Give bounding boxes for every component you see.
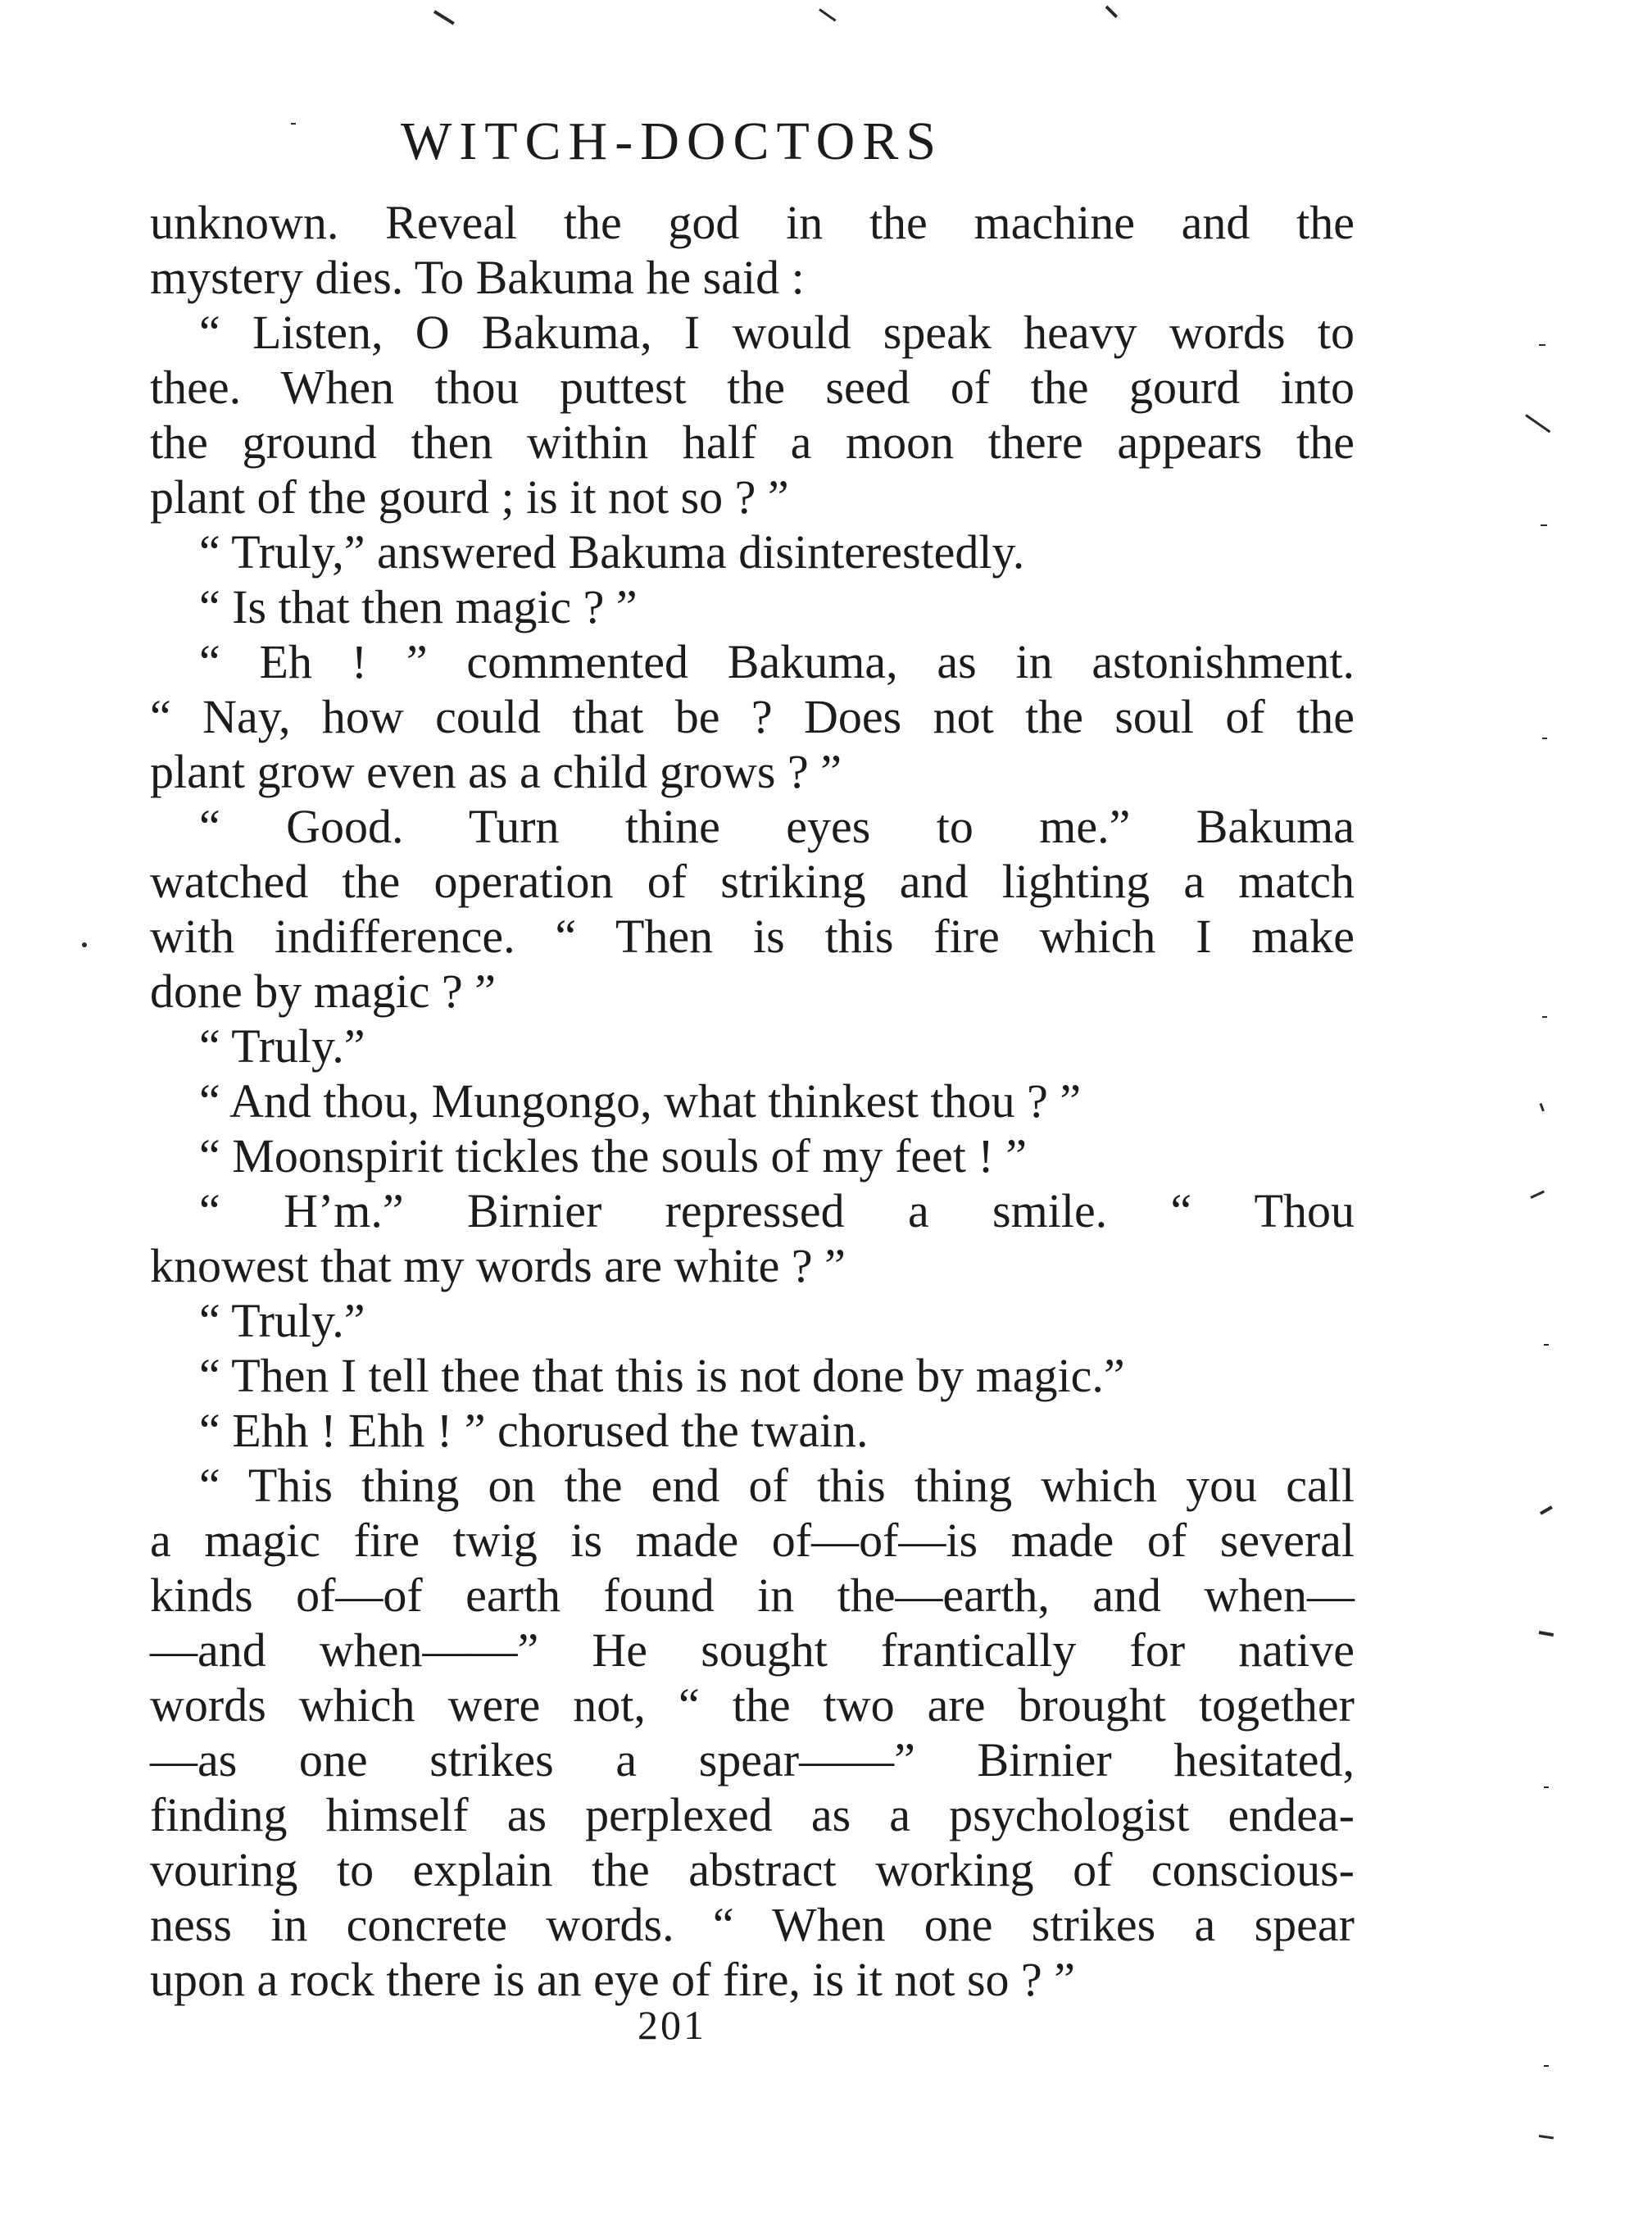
text-line: —and when——” He sought frantically for native — [150, 1623, 1355, 1677]
text-line: the ground then within half a moon there appears the — [150, 415, 1355, 469]
text-line: upon a rock there is an eye of fire, is it not so ? ” — [150, 1953, 1076, 2006]
scan-mark — [291, 123, 296, 125]
text-line: words which were not, “ the two are brought together — [150, 1678, 1355, 1732]
text-line: “ Eh ! ” commented Bakuma, as in astonishment. — [199, 635, 1355, 688]
text-line: “ H’m.” Birnier repressed a smile. “ Thou — [199, 1184, 1355, 1237]
text-line: “ Ehh ! Ehh ! ” chorused the twain. — [199, 1404, 869, 1457]
text-line: “ Then I tell thee that this is not done by magic.” — [199, 1349, 1125, 1402]
text-line: finding himself as perplexed as a psychologist endea- — [150, 1788, 1355, 1841]
scan-mark — [1540, 1103, 1545, 1111]
text-line: “ And thou, Mungongo, what thinkest thou ? ” — [199, 1074, 1082, 1128]
text-line: watched the operation of striking and lighting a match — [150, 855, 1355, 908]
running-head: WITCH-DOCTORS — [400, 111, 944, 171]
scan-mark — [1544, 2065, 1549, 2067]
text-line: done by magic ? ” — [150, 965, 496, 1018]
text-line: thee. When thou puttest the seed of the gourd into — [150, 361, 1355, 414]
text-line: a magic fire twig is made of—of—is made of several — [150, 1514, 1355, 1567]
scan-mark — [82, 942, 87, 947]
text-line: ness in concrete words. “ When one strikes a spear — [150, 1898, 1355, 1951]
text-line: “ This thing on the end of this thing which you call — [199, 1459, 1355, 1512]
text-line: knowest that my words are white ? ” — [150, 1239, 846, 1292]
text-line: “ Truly.” — [199, 1294, 365, 1347]
text-line: plant of the gourd ; is it not so ? ” — [150, 470, 789, 524]
scan-mark — [1544, 1344, 1549, 1346]
text-line: kinds of—of earth found in the—earth, and when— — [150, 1568, 1355, 1622]
scan-mark — [1539, 1631, 1554, 1637]
text-line: “ Nay, how could that be ? Does not the soul of the — [150, 690, 1355, 743]
text-line: vouring to explain the abstract working of conscious- — [150, 1843, 1355, 1896]
scan-mark — [1539, 2135, 1554, 2139]
scan-mark — [1525, 414, 1550, 433]
scan-mark — [1530, 1191, 1545, 1199]
text-line: “ Moonspirit tickles the souls of my feet ! ” — [199, 1129, 1027, 1183]
scan-mark — [433, 10, 455, 25]
text-line: “ Is that then magic ? ” — [199, 580, 638, 633]
text-line: “ Good. Turn thine eyes to me.” Bakuma — [199, 800, 1355, 853]
text-line: unknown. Reveal the god in the machine and the — [150, 196, 1355, 249]
scan-mark — [819, 8, 836, 21]
text-line: “ Truly,” answered Bakuma disinterestedly. — [199, 525, 1025, 579]
scan-mark — [1542, 1016, 1547, 1018]
scan-mark — [1540, 1505, 1553, 1514]
text-line: “ Listen, O Bakuma, I would speak heavy words to — [199, 306, 1355, 359]
page-number: 201 — [638, 2002, 706, 2048]
body-text — [150, 195, 1355, 2007]
text-line: with indifference. “ Then is this fire which I make — [150, 910, 1355, 963]
scan-mark — [1541, 524, 1547, 526]
text-line: plant grow even as a child grows ? ” — [150, 745, 842, 798]
text-line: mystery dies. To Bakuma he said : — [150, 251, 805, 304]
text-line: —as one strikes a spear——” Birnier hesitated, — [150, 1733, 1355, 1786]
scan-mark — [1105, 6, 1119, 19]
scan-mark — [1542, 738, 1547, 739]
scan-mark — [1544, 1786, 1549, 1788]
scan-mark — [1539, 344, 1545, 346]
text-line: “ Truly.” — [199, 1019, 365, 1073]
